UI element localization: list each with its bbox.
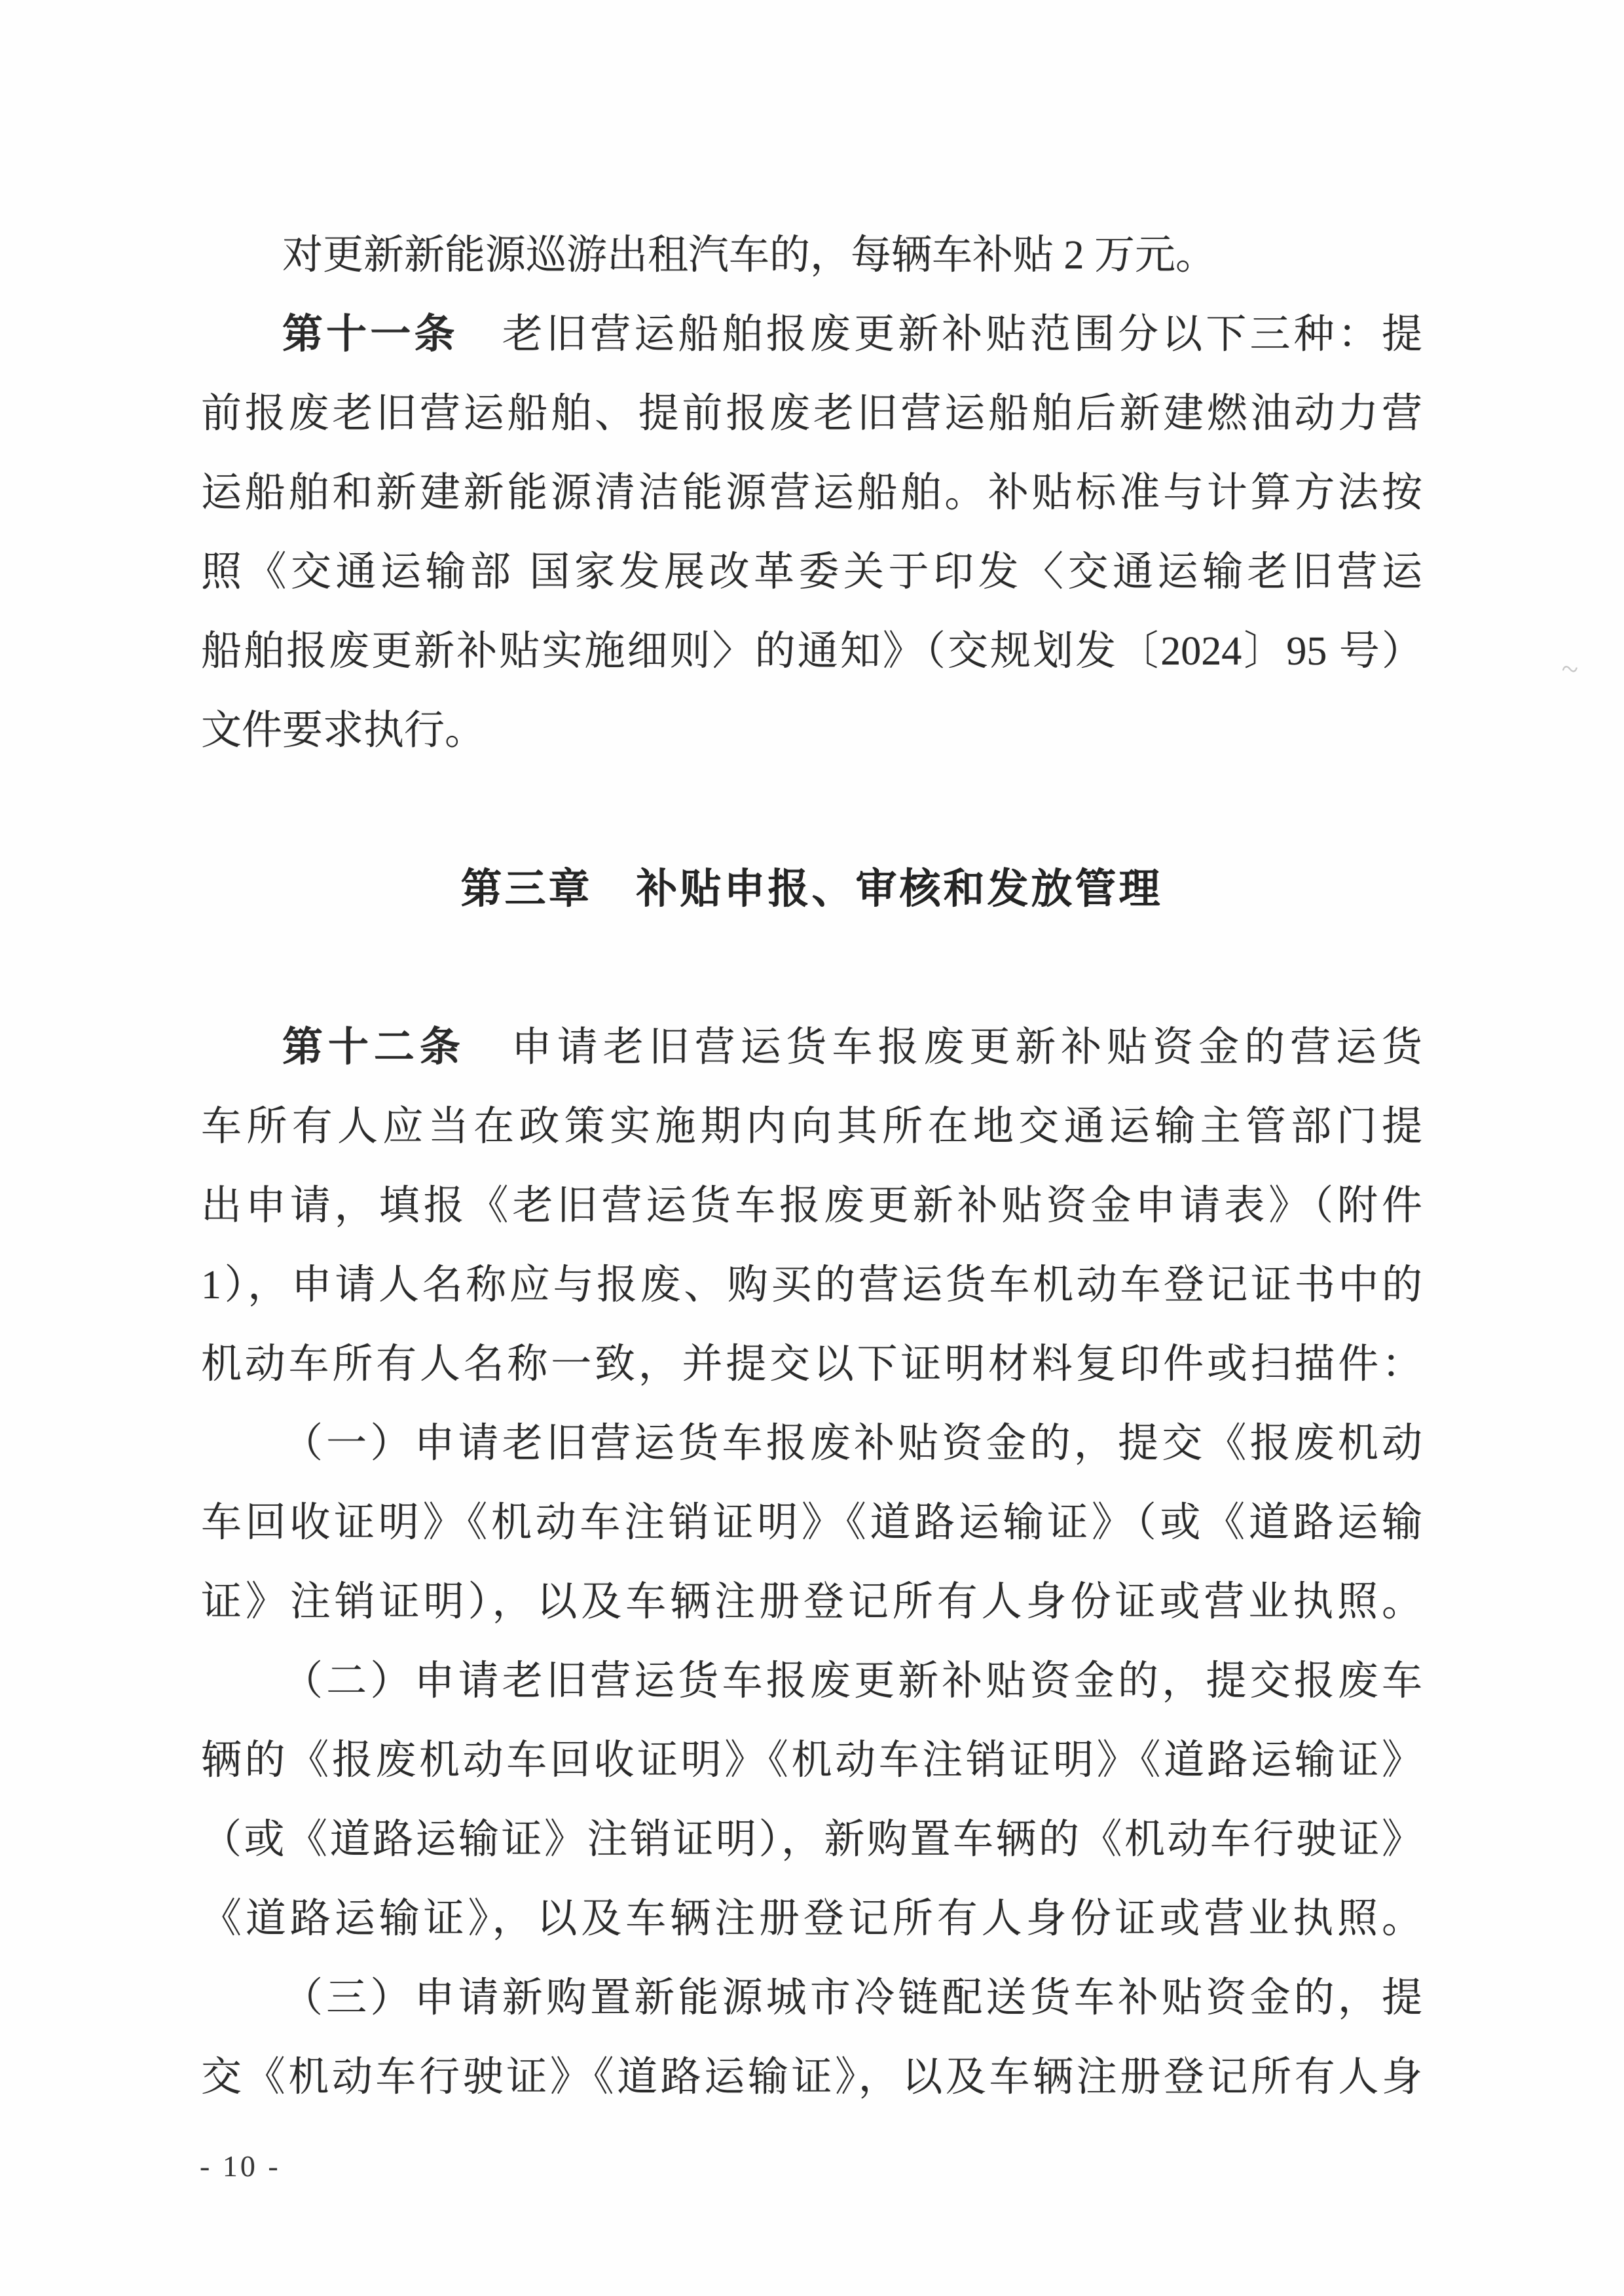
text-run: 照《交通运输部 国家发展改革委关于印发〈交通运输老旧营运 bbox=[201, 550, 1422, 594]
article-number: 第十二条 bbox=[282, 1025, 466, 1070]
text-line bbox=[201, 1325, 1422, 1404]
text-line bbox=[201, 1484, 1422, 1563]
text-line bbox=[201, 1167, 1422, 1246]
text-run: 前报废老旧营运船舶、提前报废老旧营运船舶后新建燃油动力营 bbox=[201, 392, 1422, 436]
text-run: （或《道路运输证》注销证明），新购置车辆的《机动车行驶证》 bbox=[201, 1817, 1422, 1862]
text-line bbox=[201, 216, 1422, 295]
text-run: 车回收证明》《机动车注销证明》《道路运输证》（或《道路运输 bbox=[201, 1501, 1422, 1545]
text-run: 交《机动车行驶证》《道路运输证》，以及车辆注册登记所有人身 bbox=[201, 2055, 1422, 2100]
text-run: 车所有人应当在政策实施期内向其所在地交通运输主管部门提 bbox=[201, 1104, 1422, 1149]
scan-smudge: ~ bbox=[1559, 651, 1581, 687]
text-run: 运船舶和新建新能源清洁能源营运船舶。补贴标准与计算方法按 bbox=[201, 471, 1422, 515]
page-number: - 10 - bbox=[200, 2149, 281, 2183]
text-run: （一）申请老旧营运货车报废补贴资金的，提交《报废机动 bbox=[282, 1421, 1422, 1466]
text-run: 文件要求执行。 bbox=[201, 708, 486, 753]
chapter-heading: 第三章 补贴申报、审核和发放管理 bbox=[460, 866, 1163, 912]
text-run: 老旧营运船舶报废更新补贴范围分以下三种：提 bbox=[458, 312, 1422, 357]
text-run: 出申请，填报《老旧营运货车报废更新补贴资金申请表》（附件 bbox=[201, 1184, 1422, 1228]
text-line bbox=[201, 1404, 1422, 1484]
text-line bbox=[201, 295, 1422, 374]
paragraph-item-2 bbox=[201, 1642, 1422, 1959]
text-run: 证》注销证明），以及车辆注册登记所有人身份证或营业执照。 bbox=[201, 1580, 1422, 1624]
text-run: 1），申请人名称应与报废、购买的营运货车机动车登记证书中的 bbox=[201, 1263, 1422, 1307]
text-line bbox=[201, 1008, 1422, 1087]
text-line bbox=[201, 1800, 1422, 1880]
article-number: 第十一条 bbox=[282, 312, 458, 357]
text-run: （三）申请新购置新能源城市冷链配送货车补贴资金的，提 bbox=[282, 1976, 1422, 2020]
text-line bbox=[201, 1880, 1422, 1959]
text-run: 《道路运输证》，以及车辆注册登记所有人身份证或营业执照。 bbox=[201, 1897, 1422, 1941]
text-line bbox=[201, 374, 1422, 454]
text-line bbox=[201, 454, 1422, 533]
text-line bbox=[201, 1246, 1422, 1325]
paragraph-article-11 bbox=[201, 295, 1422, 771]
paragraph-taxi-subsidy bbox=[201, 216, 1422, 295]
text-run: 机动车所有人名称一致，并提交以下证明材料复印件或扫描件： bbox=[201, 1342, 1422, 1387]
text-run: 对更新新能源巡游出租汽车的，每辆车补贴 2 万元。 bbox=[282, 233, 1217, 278]
paragraph-item-3 bbox=[201, 1959, 1422, 2117]
text-line bbox=[201, 2038, 1422, 2117]
paragraph-article-12 bbox=[201, 1008, 1422, 1404]
text-run: （二）申请老旧营运货车报废更新补贴资金的，提交报废车 bbox=[282, 1659, 1422, 1704]
text-line bbox=[201, 691, 1422, 771]
text-run: 船舶报废更新补贴实施细则〉的通知》（交规划发〔2024〕95 号） bbox=[201, 629, 1422, 674]
text-line bbox=[201, 1087, 1422, 1167]
text-run: 辆的《报废机动车回收证明》《机动车注销证明》《道路运输证》 bbox=[201, 1738, 1422, 1783]
text-line bbox=[201, 1642, 1422, 1721]
text-line bbox=[201, 1563, 1422, 1642]
document-body bbox=[201, 216, 1422, 2117]
text-line bbox=[201, 533, 1422, 612]
paragraph-item-1 bbox=[201, 1404, 1422, 1642]
text-line bbox=[201, 1959, 1422, 2038]
text-line bbox=[201, 612, 1422, 691]
text-line bbox=[201, 1721, 1422, 1800]
text-run: 申请老旧营运货车报废更新补贴资金的营运货 bbox=[465, 1025, 1422, 1070]
